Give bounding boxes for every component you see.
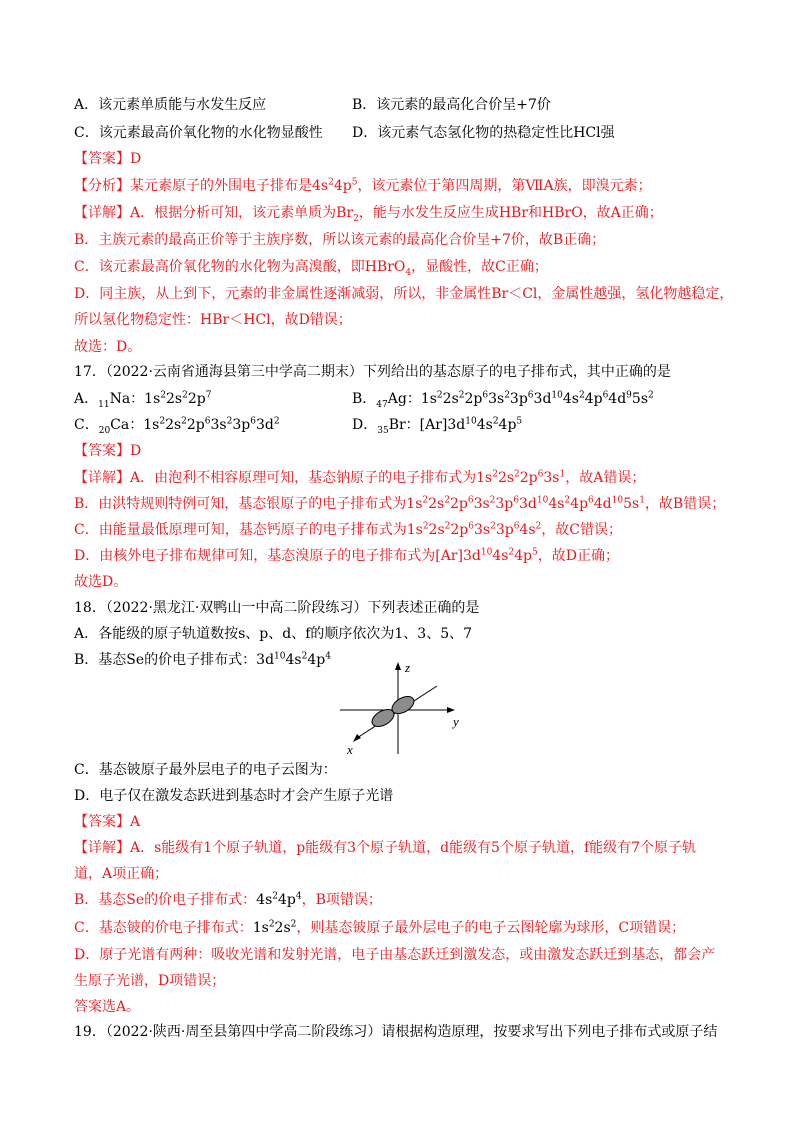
q17-option-a: A．$_{11}$Na：$1s^22s^22p^7$ [74, 390, 212, 410]
q18-answer: 【答案】A [74, 814, 141, 830]
q16-analysis: 【分析】某元素原子的外围电子排布是$4s^24p^5$，该元素位于第四周期，第ⅦA族，即溴元素； [74, 177, 652, 194]
axis-label-y: y [453, 714, 459, 729]
q16-detail-a: 【详解】A．根据分析可知，该元素单质为$Br_2$，能与水发生反应生成HBr和HBrO，故A正确； [74, 205, 663, 224]
q16-option-a: A．该元素单质能与水发生反应 [74, 97, 267, 113]
axis-label-z: z [405, 660, 411, 675]
q17-option-c: C．$_{20}$Ca：$1s^22s^22p^63s^23p^63d^2$ [74, 416, 280, 436]
q19-stem: 19．（2022·陕西·周至县第四中学高二阶段练习）请根据构造原理，按要求写出下列电子排布式或原子结 [74, 1024, 718, 1040]
q17-conclusion: 故选D。 [74, 574, 128, 590]
q18-detail-a-line1: 【详解】A．s能级有1个原子轨道，p能级有3个原子轨道，d能级有5个原子轨道，f能级有7个原子轨 [74, 840, 697, 856]
q18-detail-a-line2: 道，A项正确； [74, 866, 169, 882]
q17-detail-d: D．由核外电子排布规律可知，基态溴原子的电子排布式为$[Ar]3d^{10}4s^24p^5$，故D正确； [74, 547, 619, 564]
q17-stem: 17．（2022·云南省通海县第三中学高二期末）下列给出的基态原子的电子排布式，其中正确的是 [74, 364, 671, 380]
q16-conclusion: 故选：D。 [74, 339, 142, 355]
q17-option-b: B．$_{47}$Ag：$1s^22s^22p^63s^23p^63d^{10}4s^24p^64d^95s^2$ [352, 390, 654, 410]
q16-option-d: D．该元素气态氢化物的热稳定性比HCl强 [352, 125, 615, 141]
q16-option-c: C．该元素最高价氧化物的水化物显酸性 [74, 125, 323, 141]
q18-stem: 18．（2022·黑龙江·双鸭山一中高二阶段练习）下列表述正确的是 [74, 600, 480, 616]
q17-detail-c: C．由能量最低原理可知，基态钙原子的电子排布式为$1s^22s^22p^63s^23p^64s^2$，故C错误； [74, 521, 622, 538]
q18-option-b: B．基态Se的价电子排布式：$3d^{10}4s^24p^4$ [74, 651, 331, 668]
q16-detail-b: B．主族元素的最高正价等于主族序数，所以该元素的最高化合价呈+7价，故B正确； [74, 232, 606, 248]
axis-label-x: x [347, 742, 353, 757]
q18-detail-d-line2: 生原子光谱，D项错误； [74, 973, 226, 989]
q17-answer: 【答案】D [74, 443, 142, 459]
q18-detail-d-line1: D．原子光谱有两种：吸收光谱和发射光谱，电子由基态跃迁到激发态，或由激发态跃迁到基态，都会产 [74, 947, 716, 963]
p-orbital-diagram [335, 658, 470, 758]
q18-conclusion: 答案选A。 [74, 999, 141, 1015]
q18-option-a: A．各能级的原子轨道数按s、p、d、f的顺序依次为1、3、5、7 [74, 626, 473, 642]
q18-option-d: D．电子仅在激发态跃进到基态时才会产生原子光谱 [74, 788, 394, 804]
q16-answer: 【答案】D [74, 151, 142, 167]
q18-detail-b: B．基态Se的价电子排布式：$4s^24p^4$，B项错误； [74, 891, 382, 908]
q18-option-c: C．基态铍原子最外层电子的电子云图为： [74, 762, 337, 778]
q18-detail-c: C．基态铍的价电子排布式：$1s^22s^2$，则基态铍原子最外层电子的电子云图轮廓为球形，C项错误； [74, 919, 686, 936]
q17-detail-a: 【详解】A．由泡利不相容原理可知，基态钠原子的电子排布式为$1s^22s^22p^63s^1$，故A错误； [74, 469, 646, 486]
q16-option-b: B．该元素的最高化合价呈+7价 [352, 97, 551, 113]
q16-detail-d-line1: D．同主族，从上到下，元素的非金属性逐渐减弱，所以，非金属性Br＜Cl，金属性越强，氢化物越稳定， [74, 286, 734, 302]
q16-detail-c: C．该元素最高价氧化物的水化物为高溴酸，即HBrO$_4$，显酸性，故C正确； [74, 259, 548, 278]
q16-detail-d-line2: 所以氢化物稳定性：HBr＜HCl，故D错误； [74, 312, 352, 328]
q17-detail-b: B．由洪特规则特例可知，基态银原子的电子排布式为$1s^22s^22p^63s^23p^63d^{10}4s^24p^64d^{10}5s^1$，故B错误； [74, 495, 726, 512]
q17-option-d: D．$_{35}$Br：$[Ar]3d^{10}4s^24p^5$ [352, 416, 523, 436]
